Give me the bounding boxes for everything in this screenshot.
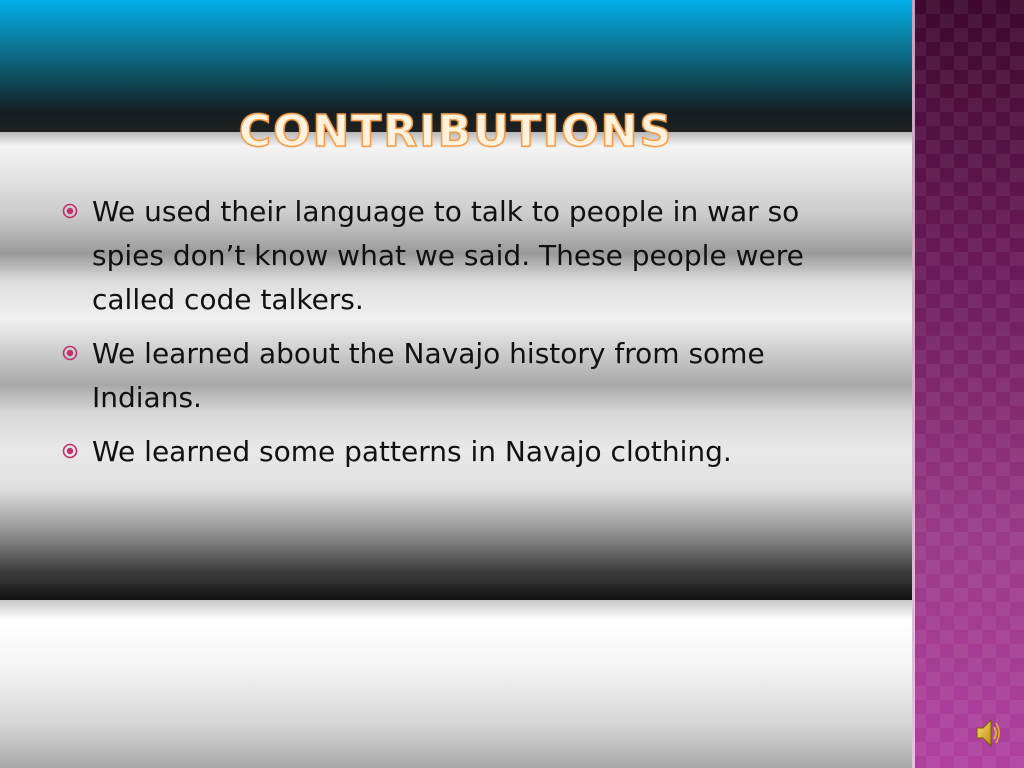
bullet-item bbox=[62, 332, 862, 420]
speaker-icon[interactable] bbox=[974, 716, 1002, 750]
lower-band bbox=[0, 600, 912, 768]
circled-dot-icon bbox=[62, 345, 78, 361]
side-pattern-panel bbox=[912, 0, 1024, 768]
bullet-text: We learned about the Navajo history from some Indians. bbox=[92, 337, 765, 414]
bullet-item bbox=[62, 430, 862, 474]
bullet-list bbox=[62, 190, 862, 484]
circled-dot-icon bbox=[62, 203, 78, 219]
divider-stripe bbox=[0, 584, 912, 600]
circled-dot-icon bbox=[62, 443, 78, 459]
bullet-text: We learned some patterns in Navajo clothing. bbox=[92, 435, 732, 468]
slide-title: CONTRIBUTIONS bbox=[238, 106, 674, 157]
bullet-item bbox=[62, 190, 862, 322]
side-panel-edge bbox=[912, 0, 915, 768]
bullet-text: We used their language to talk to people in war so spies don’t know what we said. These people were called code talkers. bbox=[92, 195, 804, 316]
